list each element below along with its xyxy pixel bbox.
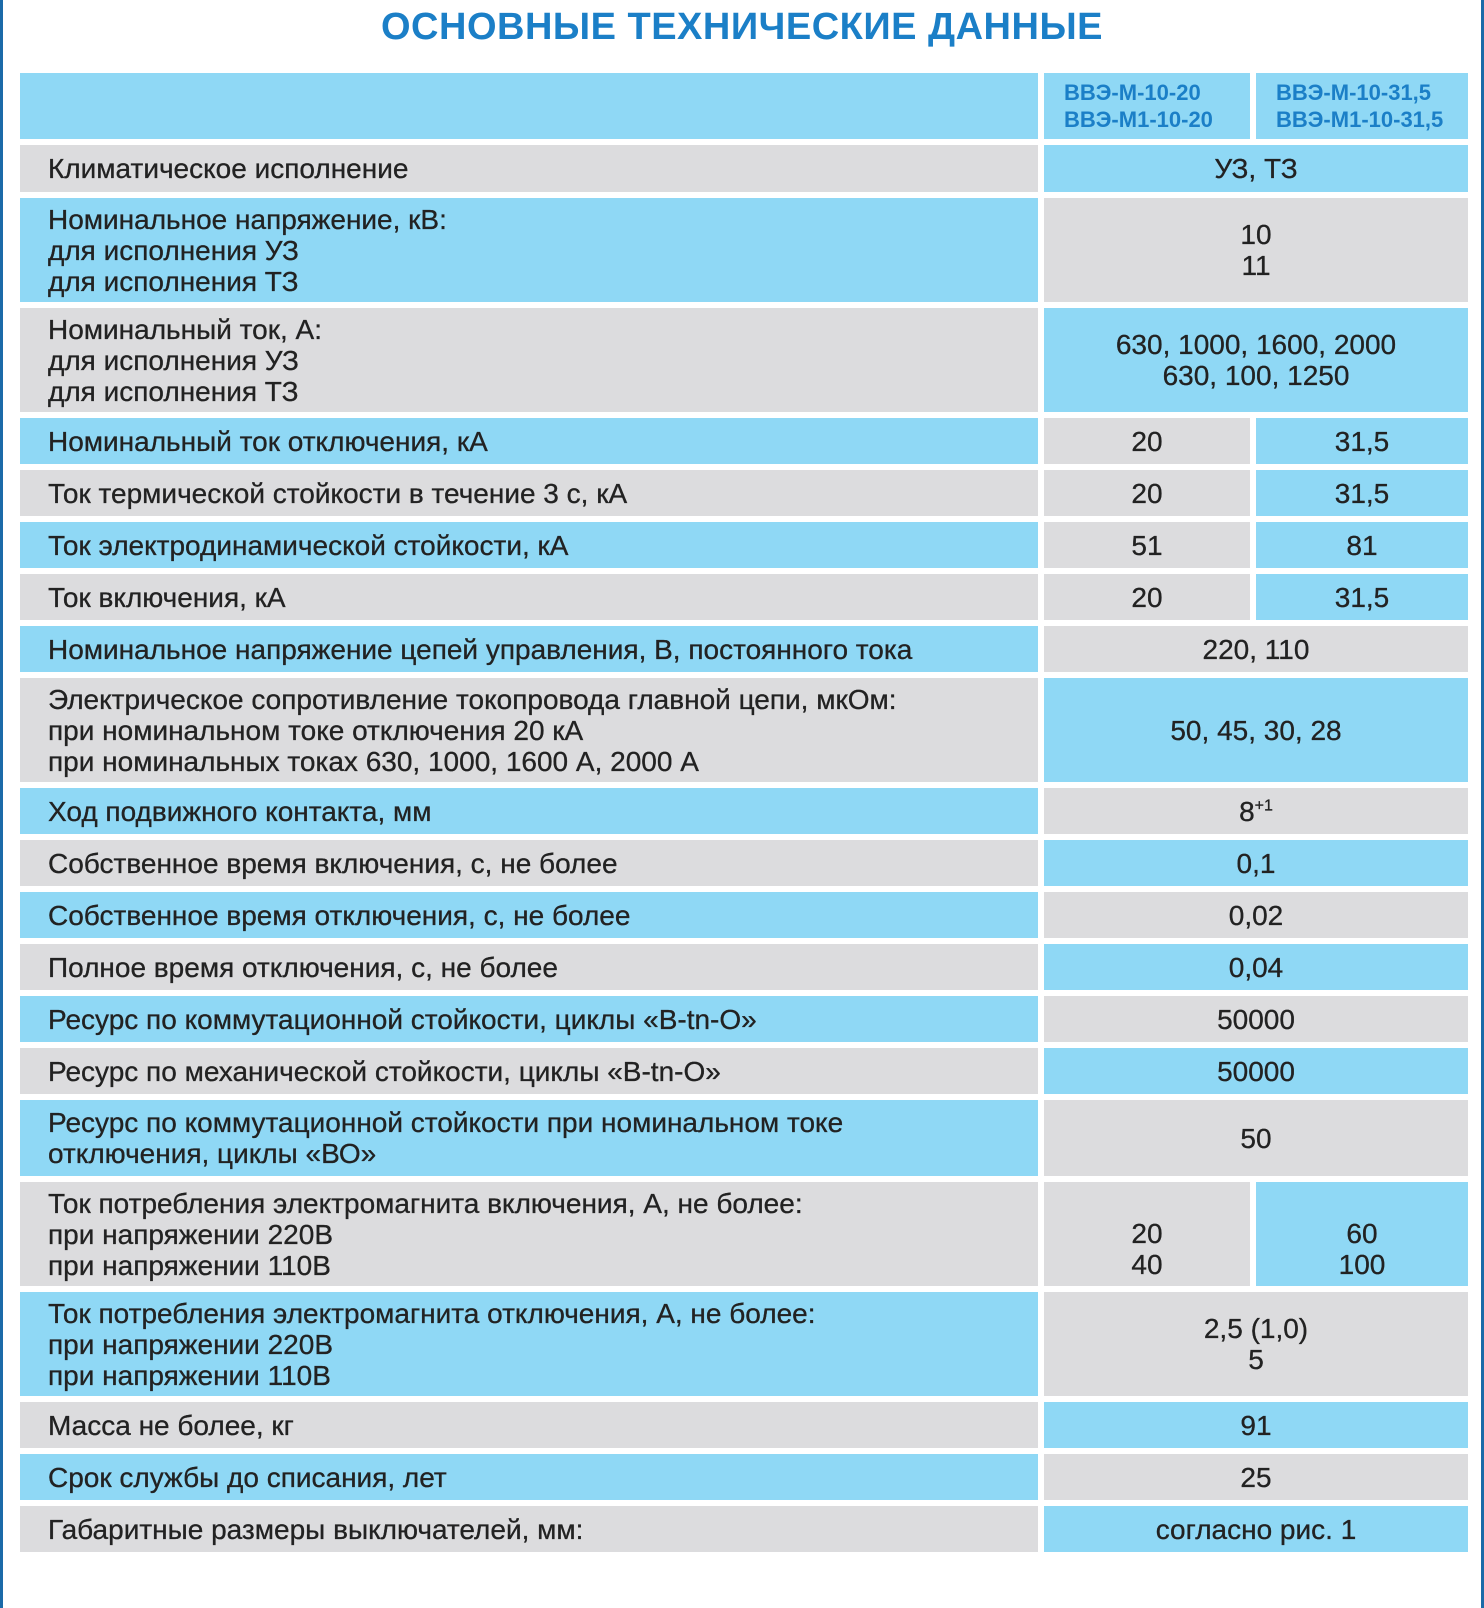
spec-label-line: Электрическое сопротивление токопровода главной цепи, мкОм: bbox=[48, 683, 897, 715]
spec-label-line: при напряжении 220В bbox=[48, 1328, 333, 1360]
spec-label-line: для исполнения ТЗ bbox=[48, 265, 299, 297]
spec-value bbox=[1044, 944, 1468, 990]
spec-value-line: 20 bbox=[1131, 477, 1163, 509]
model-a-line: ВВЭ-М-10-20 bbox=[1064, 80, 1201, 105]
model-a-header bbox=[1044, 73, 1256, 139]
spec-label-line: Ресурс по механической стойкости, циклы «В-tn-О» bbox=[48, 1055, 721, 1087]
spec-value bbox=[1044, 198, 1468, 302]
header-label-cell bbox=[20, 73, 1044, 139]
spec-label-line: Ресурс по коммутационной стойкости при номинальном токе bbox=[48, 1107, 844, 1138]
spec-label-line: Ток потребления электромагнита отключения, А, не более: bbox=[48, 1297, 816, 1329]
spec-value bbox=[1044, 840, 1468, 886]
spec-row bbox=[20, 1454, 1468, 1500]
spec-row bbox=[20, 1402, 1468, 1448]
spec-value bbox=[1044, 626, 1468, 672]
spec-value-model-b bbox=[1256, 470, 1468, 516]
spec-value-line: 630, 1000, 1600, 2000 bbox=[1115, 329, 1397, 360]
spec-label-line: при напряжении 110В bbox=[48, 1249, 331, 1281]
spec-label-line: при напряжении 110В bbox=[48, 1359, 331, 1391]
spec-value-line: 10 bbox=[1240, 219, 1272, 250]
spec-value-line: 8 bbox=[1239, 795, 1255, 827]
spec-label bbox=[20, 678, 1044, 782]
spec-value-line: 220, 110 bbox=[1202, 633, 1310, 665]
spec-row bbox=[20, 1100, 1468, 1176]
spec-label bbox=[20, 1292, 1044, 1396]
spec-label-line: для исполнения УЗ bbox=[48, 344, 299, 376]
spec-row bbox=[20, 470, 1468, 516]
spec-value-line: 20 bbox=[1131, 1218, 1163, 1249]
spec-label bbox=[20, 840, 1044, 886]
spec-value-line: 11 bbox=[1241, 250, 1271, 281]
spec-value-line: 20 bbox=[1131, 425, 1163, 457]
spec-label-line: Ток потребления электромагнита включения, А, не более: bbox=[48, 1187, 803, 1219]
spec-value bbox=[1044, 788, 1468, 834]
spec-label bbox=[20, 944, 1044, 990]
spec-value-line: 31,5 bbox=[1334, 581, 1390, 613]
spec-value-model-b bbox=[1256, 1182, 1468, 1286]
spec-label bbox=[20, 996, 1044, 1042]
spec-row bbox=[20, 145, 1468, 192]
spec-label-line: Номинальное напряжение, кВ: bbox=[48, 203, 447, 235]
spec-value-line: 0,1 bbox=[1236, 847, 1276, 879]
spec-value-model-a bbox=[1044, 522, 1256, 568]
spec-row bbox=[20, 788, 1468, 834]
spec-value-line: 81 bbox=[1346, 529, 1378, 561]
spec-label bbox=[20, 145, 1044, 192]
spec-value-model-b bbox=[1256, 574, 1468, 620]
spec-label bbox=[20, 1048, 1044, 1094]
spec-row bbox=[20, 996, 1468, 1042]
spec-value bbox=[1044, 996, 1468, 1042]
header-row bbox=[20, 73, 1468, 139]
spec-label-line: Собственное время отключения, с, не более bbox=[48, 899, 631, 931]
spec-value bbox=[1044, 1454, 1468, 1500]
spec-row bbox=[20, 418, 1468, 464]
spec-value-line: 40 bbox=[1131, 1249, 1163, 1280]
spec-value-line: 51 bbox=[1131, 529, 1163, 561]
spec-row bbox=[20, 574, 1468, 620]
spec-label-line: Срок службы до списания, лет bbox=[48, 1461, 447, 1493]
spec-value-superscript: +1 bbox=[1254, 797, 1273, 815]
spec-label-line: при напряжении 220В bbox=[48, 1218, 333, 1250]
spec-value-line: 630, 100, 1250 bbox=[1162, 360, 1350, 391]
spec-label-line: Климатическое исполнение bbox=[48, 153, 409, 184]
spec-row bbox=[20, 1182, 1468, 1286]
spec-value bbox=[1044, 145, 1468, 192]
spec-value-line: 100 bbox=[1338, 1249, 1386, 1280]
spec-value-line: 5 bbox=[1248, 1344, 1264, 1375]
spec-value-model-a bbox=[1044, 1182, 1256, 1286]
spec-label bbox=[20, 522, 1044, 568]
spec-row bbox=[20, 944, 1468, 990]
spec-value-line: 0,04 bbox=[1228, 951, 1284, 983]
spec-label bbox=[20, 418, 1044, 464]
spec-value-line: 50 bbox=[1240, 1122, 1272, 1154]
spec-label bbox=[20, 626, 1044, 672]
spec-value-line: 60 bbox=[1346, 1218, 1378, 1249]
spec-label-line: при номинальном токе отключения 20 кА bbox=[48, 714, 584, 746]
model-b-line: ВВЭ-М1-10-31,5 bbox=[1276, 107, 1444, 132]
spec-label bbox=[20, 308, 1044, 412]
spec-label-line: отключения, циклы «ВО» bbox=[48, 1138, 377, 1169]
spec-value bbox=[1044, 892, 1468, 938]
spec-row bbox=[20, 892, 1468, 938]
spec-row bbox=[20, 198, 1468, 302]
spec-row bbox=[20, 1506, 1468, 1552]
spec-label bbox=[20, 1402, 1044, 1448]
spec-label bbox=[20, 892, 1044, 938]
spec-value bbox=[1044, 308, 1468, 412]
spec-value-model-b bbox=[1256, 522, 1468, 568]
spec-value-line: согласно рис. 1 bbox=[1155, 1513, 1357, 1545]
spec-value-model-a bbox=[1044, 470, 1256, 516]
spec-value-line: УЗ, ТЗ bbox=[1214, 153, 1298, 184]
spec-label bbox=[20, 198, 1044, 302]
spec-label-line: для исполнения ТЗ bbox=[48, 375, 299, 407]
spec-table bbox=[20, 67, 1468, 1558]
spec-label-line: Номинальный ток отключения, кА bbox=[48, 425, 488, 457]
model-a-line: ВВЭ-М1-10-20 bbox=[1064, 107, 1213, 132]
spec-label-line: Ток электродинамической стойкости, кА bbox=[48, 529, 569, 561]
spec-label-line: Ток термической стойкости в течение 3 с, кА bbox=[48, 477, 628, 509]
spec-label-line: Полное время отключения, с, не более bbox=[48, 951, 558, 983]
spec-row bbox=[20, 626, 1468, 672]
spec-value bbox=[1044, 678, 1468, 782]
spec-label-line: Номинальное напряжение цепей управления, В, постоянного тока bbox=[48, 633, 913, 665]
spec-value-line: 31,5 bbox=[1334, 477, 1390, 509]
spec-label bbox=[20, 1506, 1044, 1552]
model-b-header bbox=[1256, 73, 1468, 139]
spec-label bbox=[20, 470, 1044, 516]
spec-value-line: 50000 bbox=[1217, 1055, 1295, 1087]
spec-label-line: Масса не более, кг bbox=[48, 1409, 294, 1441]
spec-label-line: Ток включения, кА bbox=[48, 581, 286, 613]
spec-value-model-a bbox=[1044, 418, 1256, 464]
spec-row bbox=[20, 308, 1468, 412]
spec-label-line: Ресурс по коммутационной стойкости, циклы «В-tn-О» bbox=[48, 1003, 757, 1035]
spec-label bbox=[20, 788, 1044, 834]
page-border-left bbox=[0, 0, 3, 1608]
spec-value-line: 91 bbox=[1240, 1409, 1272, 1441]
model-b-line: ВВЭ-М-10-31,5 bbox=[1276, 80, 1432, 105]
spec-row bbox=[20, 1292, 1468, 1396]
spec-value-model-b bbox=[1256, 418, 1468, 464]
spec-value bbox=[1044, 1048, 1468, 1094]
spec-value bbox=[1044, 1402, 1468, 1448]
spec-value bbox=[1044, 1292, 1468, 1396]
spec-value-line: 20 bbox=[1131, 581, 1163, 613]
spec-value-line: 2,5 (1,0) bbox=[1203, 1313, 1309, 1344]
spec-value bbox=[1044, 1100, 1468, 1176]
spec-label-line: для исполнения УЗ bbox=[48, 234, 299, 266]
spec-value-line: 25 bbox=[1240, 1461, 1272, 1493]
spec-label-line: Номинальный ток, А: bbox=[48, 313, 322, 345]
spec-row bbox=[20, 522, 1468, 568]
spec-value-line: 50, 45, 30, 28 bbox=[1170, 714, 1342, 746]
spec-row bbox=[20, 678, 1468, 782]
spec-value-line: 0,02 bbox=[1228, 899, 1284, 931]
spec-label-line: Ход подвижного контакта, мм bbox=[48, 795, 432, 827]
spec-label bbox=[20, 1100, 1044, 1176]
spec-label bbox=[20, 1454, 1044, 1500]
spec-value-line: 50000 bbox=[1217, 1003, 1295, 1035]
spec-label-line: Габаритные размеры выключателей, мм: bbox=[48, 1513, 584, 1545]
spec-label bbox=[20, 574, 1044, 620]
page-title: ОСНОВНЫЕ ТЕХНИЧЕСКИЕ ДАННЫЕ bbox=[381, 6, 1103, 48]
spec-label-line: при номинальных токах 630, 1000, 1600 А, 2000 А bbox=[48, 745, 699, 777]
spec-value bbox=[1044, 1506, 1468, 1552]
spec-row bbox=[20, 1048, 1468, 1094]
spec-row bbox=[20, 840, 1468, 886]
spec-value-model-a bbox=[1044, 574, 1256, 620]
spec-label bbox=[20, 1182, 1044, 1286]
spec-label-line: Собственное время включения, с, не более bbox=[48, 847, 618, 879]
spec-value-line: 31,5 bbox=[1334, 425, 1390, 457]
